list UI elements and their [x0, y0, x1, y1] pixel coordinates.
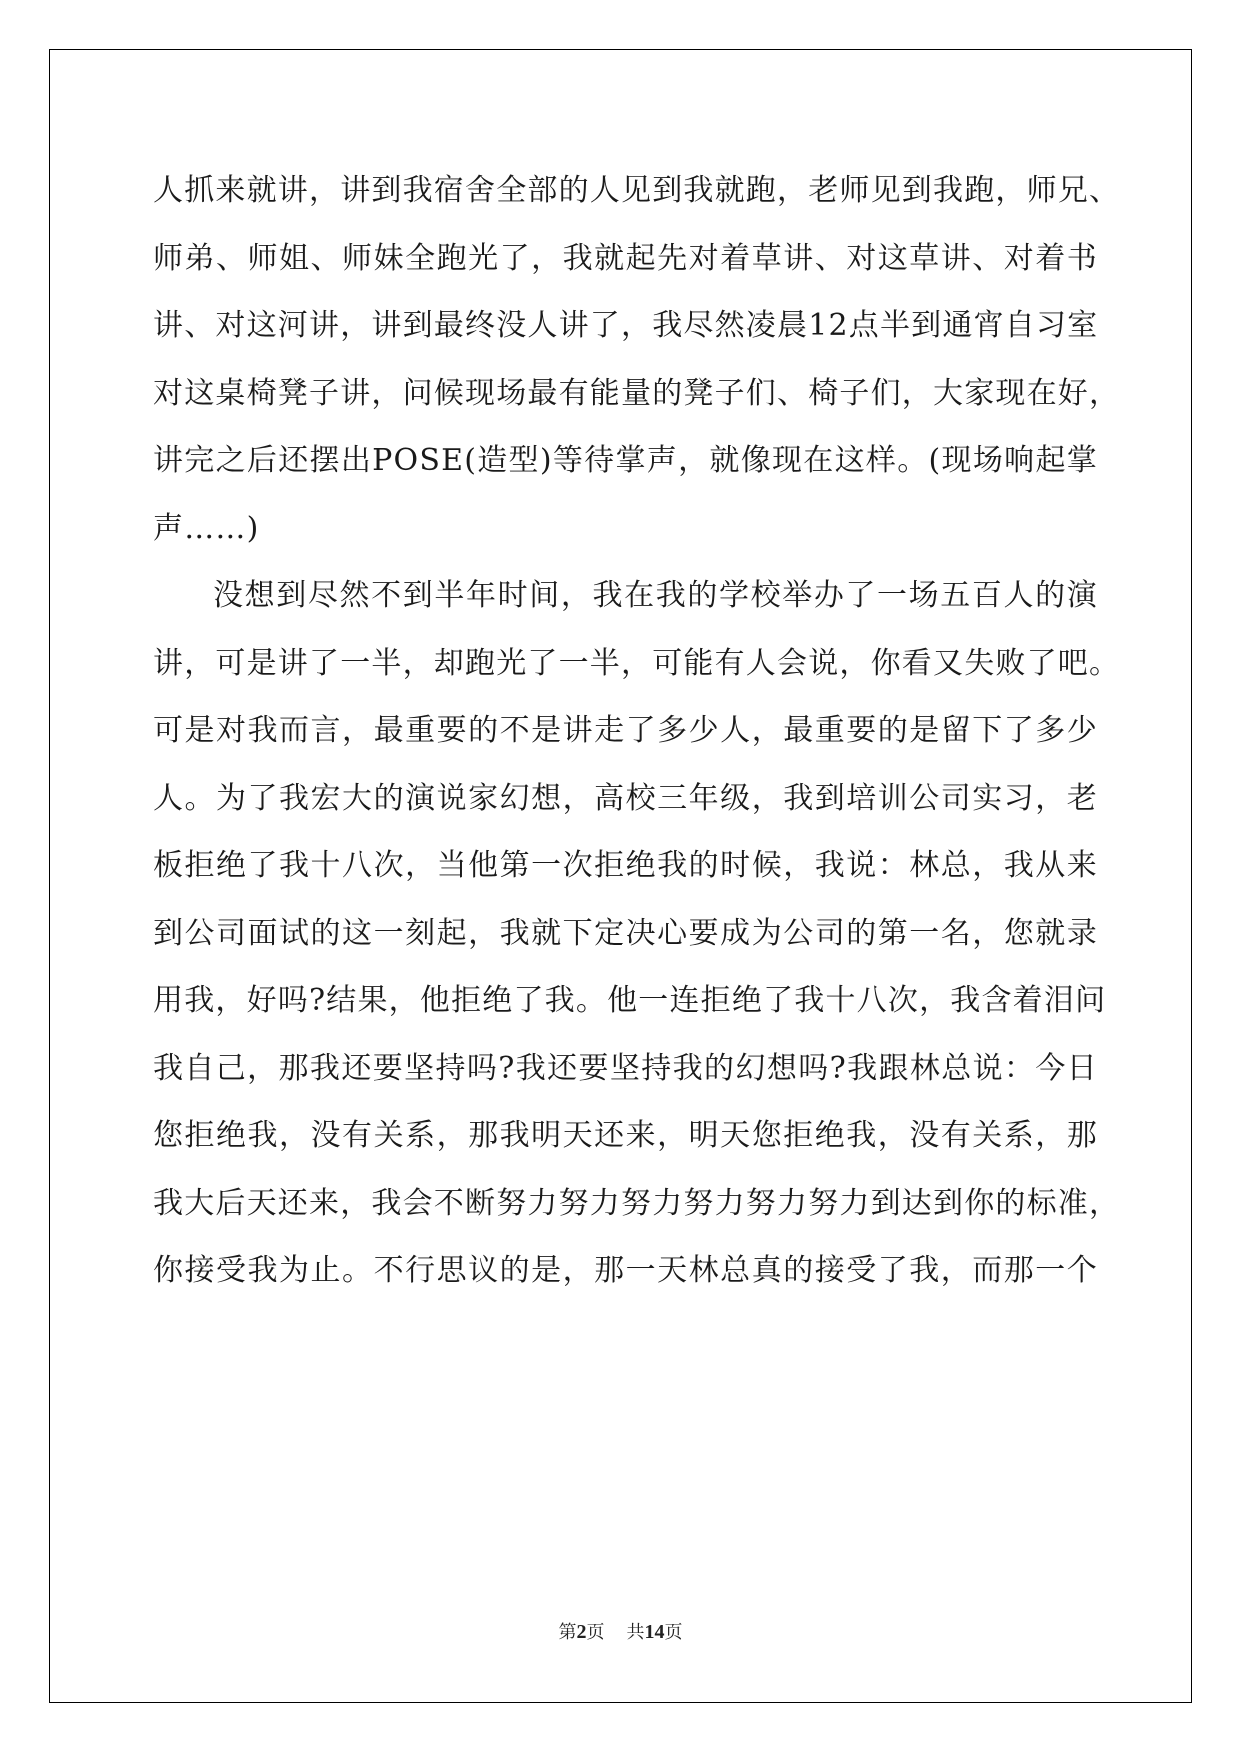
- text-line: 我大后天还来，我会不断努力努力努力努力努力努力到达到你的标准，: [153, 1185, 1121, 1221]
- total-suffix: 页: [664, 1622, 683, 1643]
- total-pages: 14: [644, 1621, 665, 1643]
- page-number: 2: [576, 1621, 587, 1643]
- page-prefix: 第: [558, 1622, 577, 1643]
- text-line: 板拒绝了我十八次，当他第一次拒绝我的时候，我说：林总，我从来: [153, 848, 1098, 883]
- text-line: 对这桌椅凳子讲，问候现场最有能量的凳子们、椅子们，大家现在好，: [153, 375, 1121, 411]
- text-line: 讲完之后还摆出POSE(造型)等待掌声，就像现在这样。(现场响起掌: [153, 443, 1098, 478]
- page-footer: [0, 1620, 1241, 1645]
- total-prefix: 共: [626, 1622, 645, 1643]
- text-line: 人抓来就讲，讲到我宿舍全部的人见到我就跑，老师见到我跑，师兄、: [153, 173, 1121, 208]
- text-line: 人。为了我宏大的演说家幻想，高校三年级，我到培训公司实习，老: [153, 780, 1098, 816]
- text-line: 到公司面试的这一刻起，我就下定决心要成为公司的第一名，您就录: [153, 915, 1098, 951]
- document-body: [153, 170, 1121, 1318]
- text-line: 可是对我而言，最重要的不是讲走了多少人，最重要的是留下了多少: [153, 713, 1098, 748]
- text-line: 师弟、师姐、师妹全跑光了，我就起先对着草讲、对这草讲、对着书: [153, 240, 1098, 276]
- text-line: 讲，可是讲了一半，却跑光了一半，可能有人会说，你看又失败了吧。: [153, 645, 1121, 681]
- text-line: 讲、对这河讲，讲到最终没人讲了，我尽然凌晨12点半到通宵自习室: [153, 308, 1099, 343]
- text-line: 我自己，那我还要坚持吗?我还要坚持我的幻想吗?我跟林总说：今日: [153, 1050, 1098, 1086]
- text-line: 声……): [153, 510, 260, 546]
- paragraph-first-line: 没想到尽然不到半年时间，我在我的学校举办了一场五百人的演: [213, 578, 1098, 613]
- text-line: 用我，好吗?结果，他拒绝了我。他一连拒绝了我十八次，我含着泪问: [153, 983, 1107, 1018]
- text-line: 你接受我为止。不行思议的是，那一天林总真的接受了我，而那一个: [153, 1253, 1098, 1288]
- text-line: 您拒绝我，没有关系，那我明天还来，明天您拒绝我，没有关系，那: [153, 1118, 1098, 1153]
- page-suffix: 页: [586, 1622, 605, 1643]
